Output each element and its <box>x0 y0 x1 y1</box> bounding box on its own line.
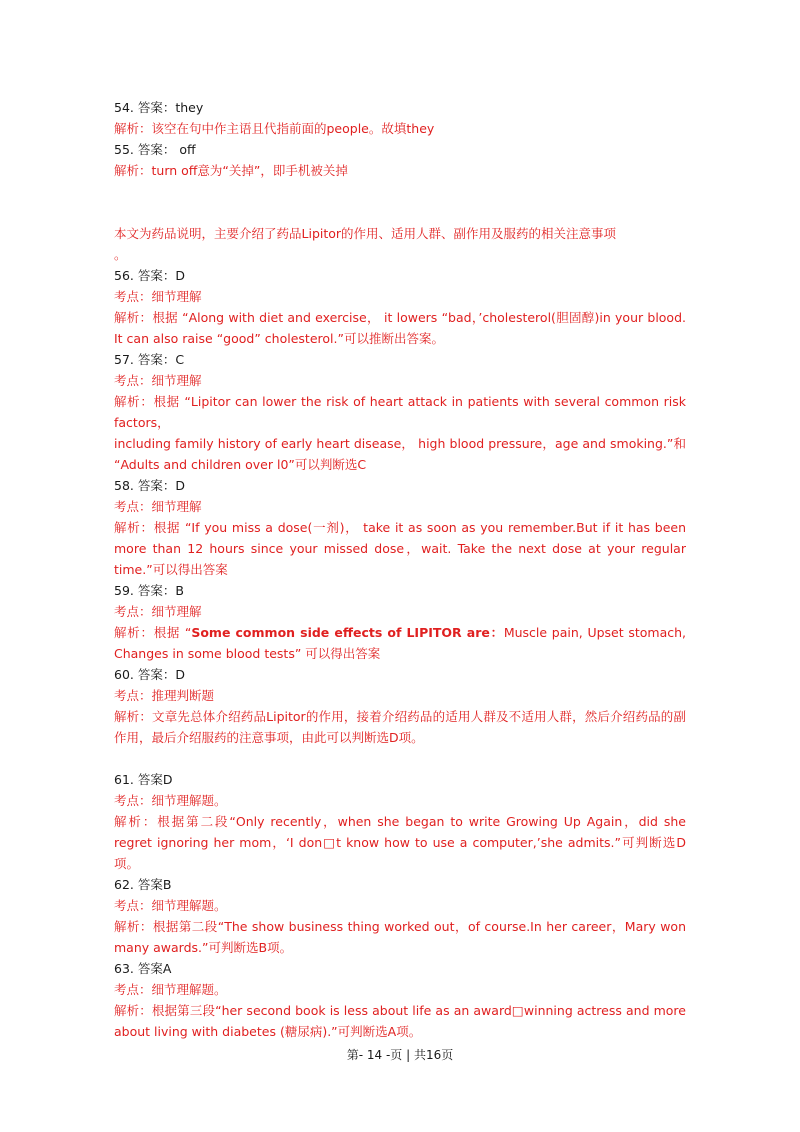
answer-57: 57. 答案：C <box>114 352 185 367</box>
answer-60: 60. 答案：D <box>114 667 185 682</box>
explanation-59-quote-bold: Some common side effects of LIPITOR are： <box>191 625 504 640</box>
explanation-59-rest: Muscle pain, Upset stomach, Changes in some blood tests” 可以得出答案 <box>114 625 686 661</box>
spacer <box>114 748 686 769</box>
explanation-59-lead: 解析：根据 “ <box>114 625 192 640</box>
keypoint-60: 考点：推理判断题 <box>114 688 215 703</box>
explanation-55: 解析：turn off意为“关掉”，即手机被关掉 <box>114 163 348 178</box>
answer-59: 59. 答案：B <box>114 583 184 598</box>
explanation-61: 解析：根据第二段“Only recently，when she began to write Growing Up Again，did she regret ignoring her mom，‘I don□t know how to use a computer,’she admits.”可判断选D项。 <box>114 814 686 871</box>
answer-55: 55. 答案： off <box>114 142 196 157</box>
passage-intro-end: 。 <box>114 247 127 262</box>
answer-61: 61. 答案D <box>114 772 173 787</box>
explanation-63: 解析：根据第三段“her second book is less about life as an award□winning actress and more about living with diabetes (糖尿病).”可判断选A项。 <box>114 1003 686 1039</box>
passage-intro: 本文为药品说明，主要介绍了药品Lipitor的作用、适用人群、副作用及服药的相关注意事项 <box>114 226 617 241</box>
keypoint-58: 考点：细节理解 <box>114 499 202 514</box>
keypoint-56: 考点：细节理解 <box>114 289 202 304</box>
explanation-62: 解析：根据第二段“The show business thing worked out，of course.In her career，Mary won many awards.”可判断选B项。 <box>114 919 686 955</box>
answer-54: 54. 答案：they <box>114 100 204 115</box>
document-body <box>114 97 686 1042</box>
spacer <box>114 181 686 223</box>
explanation-58: 解析：根据 “If you miss a dose(一剂)， take it as soon as you remember.But if it has been more than 12 hours since your missed dose，wait. Take the next dose at your regular time.”可以得出答案 <box>114 520 686 577</box>
keypoint-62: 考点：细节理解题。 <box>114 898 227 913</box>
keypoint-63: 考点：细节理解题。 <box>114 982 227 997</box>
answer-58: 58. 答案：D <box>114 478 185 493</box>
explanation-59 <box>114 622 686 664</box>
answer-62: 62. 答案B <box>114 877 172 892</box>
explanation-57-part2: including family history of early heart disease， high blood pressure，age and smoking.”和 “Adults and children over l0”可以判断选C <box>114 436 686 472</box>
keypoint-59: 考点：细节理解 <box>114 604 202 619</box>
keypoint-57: 考点：细节理解 <box>114 373 202 388</box>
explanation-56: 解析：根据 “Along with diet and exercise， it lowers “bad，’cholesterol(胆固醇)in your blood. It can also raise “good” cholesterol.”可以推断出答案。 <box>114 310 686 346</box>
answer-63: 63. 答案A <box>114 961 172 976</box>
page-footer: 第- 14 -页 | 共16页 <box>346 1048 454 1062</box>
explanation-57-part1: 解析：根据 “Lipitor can lower the risk of heart attack in patients with several common risk factors， <box>114 394 686 430</box>
keypoint-61: 考点：细节理解题。 <box>114 793 227 808</box>
explanation-54: 解析：该空在句中作主语且代指前面的people。故填they <box>114 121 435 136</box>
answer-56: 56. 答案：D <box>114 268 185 283</box>
explanation-60: 解析：文章先总体介绍药品Lipitor的作用，接着介绍药品的适用人群及不适用人群，然后介绍药品的副作用，最后介绍服药的注意事项，由此可以判断选D项。 <box>114 709 686 745</box>
